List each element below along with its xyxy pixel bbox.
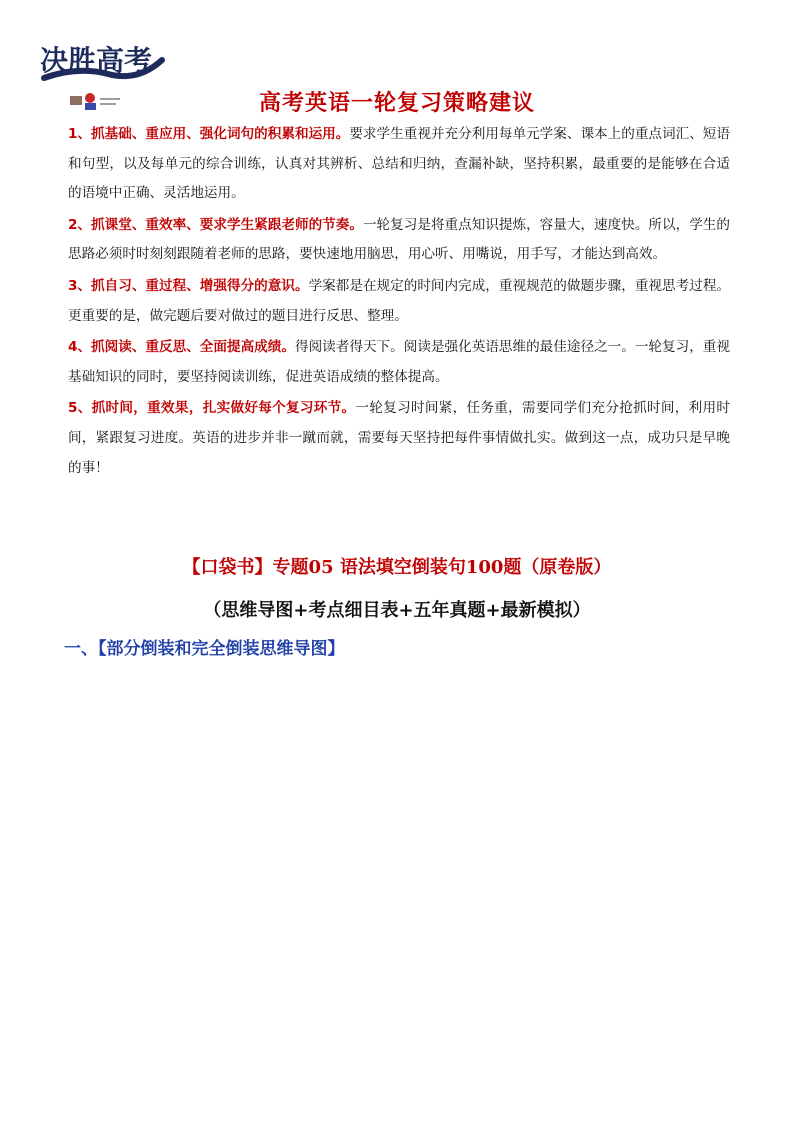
strategy-list xyxy=(68,120,730,485)
strategy-lead: 3、抓自习、重过程、增强得分的意识。 xyxy=(68,277,309,294)
page-title: 高考英语一轮复习策略建议 xyxy=(258,91,535,116)
strategy-item xyxy=(68,211,730,270)
strategy-item xyxy=(68,120,730,209)
strategy-lead: 1、抓基础、重应用、强化词句的积累和运用。 xyxy=(68,126,350,142)
strategy-lead: 5、抓时间，重效果，扎实做好每个复习环节。 xyxy=(68,400,356,417)
section-heading: 一、【部分倒装和完全倒装思维导图】 xyxy=(64,639,345,659)
strategy-text: 要求学生重视并充分利用每单元学案、课本上的重点词汇、短语和句型，以及每单元的综合训练，认真对其辨析、总结和归纳，查漏补缺，坚持积累，最重要的是能够在合适的语境中正确、灵活地运用。 xyxy=(68,126,731,202)
logo-text: 决胜高考 xyxy=(40,44,153,77)
strategy-item xyxy=(68,333,730,392)
topic-heading: 【口袋书】专题05 语法填空倒装句100题（原卷版） xyxy=(182,557,612,578)
strategy-text: 一轮复习时间紧，任务重，需要同学们充分抢抓时间，利用时间，紧跟复习进度。英语的进步并非一蹴而就，需要每天坚持把每件事情做扎实。做到这一点，成功只是早晚的事！ xyxy=(68,400,730,476)
strategy-text: 一轮复习是将重点知识提炼，容量大，速度快。所以，学生的思路必须时时刻刻跟随着老师的思路，要快速地用脑思，用心听、用嘴说，用手写，才能达到高效。 xyxy=(68,216,730,263)
topic-subheading: （思维导图+考点细目表+五年真题+最新模拟） xyxy=(203,600,591,621)
strategy-text: 得阅读者得天下。阅读是强化英语思维的最佳途径之一。一轮复习，重视基础知识的同时，要坚持阅读训练，促进英语成绩的整体提高。 xyxy=(68,339,730,385)
strategy-lead: 4、抓阅读、重反思、全面提高成绩。 xyxy=(68,339,295,356)
strategy-text: 学案都是在规定的时间内完成，重视规范的做题步骤，重视思考过程。更重要的是，做完题后要对做过的题目进行反思、整理。 xyxy=(68,277,731,324)
strategy-item xyxy=(68,272,730,331)
strategy-lead: 2、抓课堂、重效率、要求学生紧跟老师的节奏。 xyxy=(68,216,363,233)
strategy-item xyxy=(68,394,730,483)
